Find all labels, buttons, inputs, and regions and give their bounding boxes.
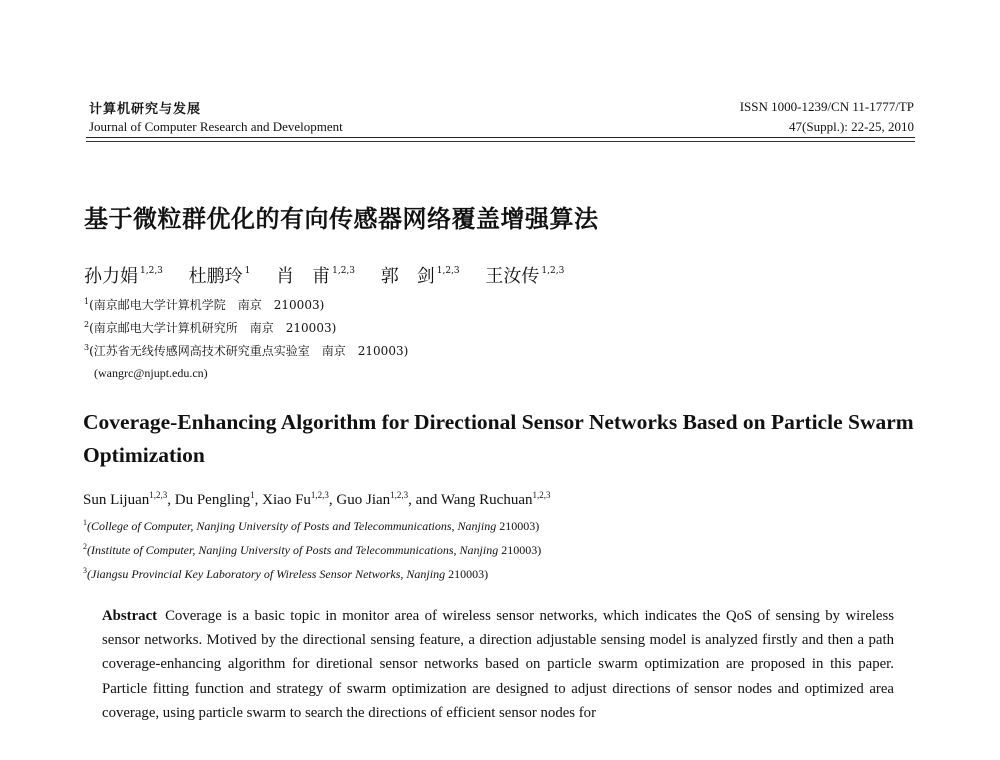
abstract-text: Coverage is a basic topic in monitor area of wireless sensor networks, which indicates the QoS of sensing by wireless sensor networks. Motived by the directional sensing feature, a direction adjustable sensing model is analyzed firstly and then a path coverage-enhancing algorithm for diretional sensor networks based on particle swarm optimization are proposed in this paper. Particle fitting function and strategy of swarm optimization are designed to adjust directions of sensor nodes and optimized area coverage, using particle swarm to search the directions of efficient sensor nodes for bbox=[102, 608, 894, 721]
affiliation-cn: $^2$(南京邮电大学计算机研究所 南京 210003) bbox=[84, 320, 337, 335]
journal-name-en: Journal of Computer Research and Development bbox=[89, 119, 343, 134]
author-cn: 王汝传 $^{1,2,3}$ bbox=[485, 266, 565, 287]
journal-name-cn: 计算机研究与发展 bbox=[89, 102, 202, 117]
title-cn: 基于微粒群优化的有向传感器网络覆盖增强算法 bbox=[84, 204, 599, 233]
affiliation-cn: $^1$(南京邮电大学计算机学院 南京 210003) bbox=[84, 297, 325, 312]
issn: ISSN 1000-1239/CN 11-1777/TP bbox=[739, 99, 914, 114]
author-en: Du Pengling$^1$, bbox=[174, 490, 263, 508]
authors-en bbox=[83, 490, 551, 509]
author-cn: 杜鹏玲 $^1$ bbox=[188, 266, 251, 287]
affiliation-en: $^3$(Jiangsu Provincial Key Laboratory of Wireless Sensor Networks, Nanjing 210003) bbox=[83, 566, 489, 581]
affiliation-en: $^2$(Institute of Computer, Nanjing University of Posts and Telecommunications, Nanjing 210003) bbox=[83, 542, 542, 557]
abstract-label: Abstract bbox=[102, 608, 158, 624]
volume-info: 47(Suppl.): 22-25, 2010 bbox=[789, 119, 914, 134]
author-cn: 肖 甫 $^{1,2,3}$ bbox=[276, 266, 356, 287]
affiliation-cn: $^3$(江苏省无线传感网高技术研究重点实验室 南京 210003) bbox=[84, 343, 409, 358]
abstract bbox=[102, 604, 894, 725]
header-rule-top bbox=[86, 137, 915, 138]
title-en: Coverage-Enhancing Algorithm for Directional Sensor Networks Based on Particle Swarm Optimization bbox=[83, 410, 914, 467]
author-en: Guo Jian$^{1,2,3}$, and bbox=[336, 490, 441, 508]
header-rule-bottom bbox=[86, 141, 915, 142]
author-cn: 孙力娟 $^{1,2,3}$ bbox=[84, 266, 163, 287]
authors-cn bbox=[84, 262, 584, 288]
affiliation-en: $^1$(College of Computer, Nanjing University of Posts and Telecommunications, Nanjing 210003) bbox=[83, 518, 540, 533]
author-cn: 郭 剑 $^{1,2,3}$ bbox=[380, 266, 460, 287]
author-en: Sun Lijuan$^{1,2,3}$, bbox=[83, 490, 175, 508]
author-email: (wangrc@njupt.edu.cn) bbox=[94, 366, 208, 380]
author-en: Wang Ruchuan$^{1,2,3}$ bbox=[440, 490, 551, 508]
author-en: Xiao Fu$^{1,2,3}$, bbox=[262, 490, 337, 508]
